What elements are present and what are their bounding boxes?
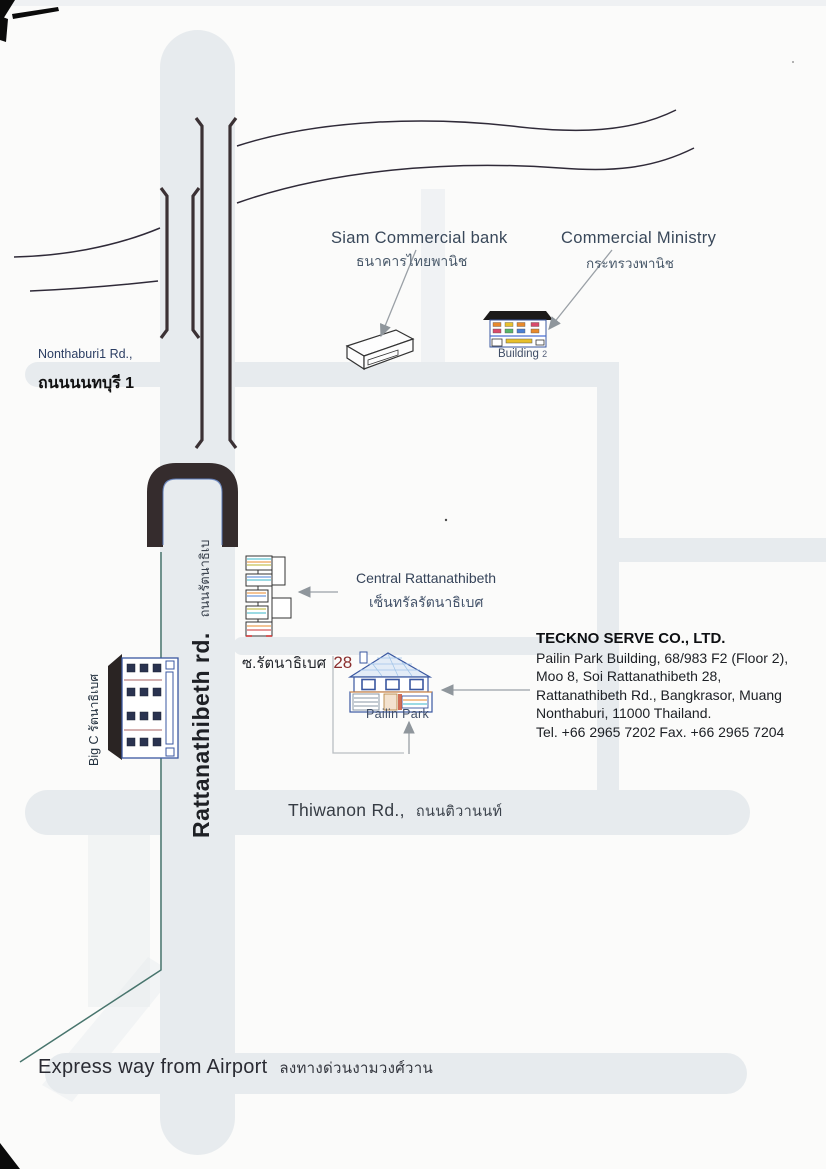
- curve-left-upper: [14, 228, 160, 257]
- building-number: 2: [542, 349, 548, 359]
- expressway-thai: ลงทางด่วนงามวงศ์วาน: [279, 1060, 434, 1077]
- ministry-building-icon: [483, 311, 553, 347]
- big-c-icon: [108, 654, 178, 760]
- central-rattanathibeth-label-thai: เซ็นทรัลรัตนาธิเบศ: [369, 594, 484, 610]
- address-line: Moo 8, Soi Rattanathibeth 28,: [536, 668, 722, 685]
- thiwanon-road-label: [288, 800, 502, 823]
- address-line: Pailin Park Building, 68/983 F2 (Floor 2),: [536, 649, 789, 666]
- road-right-vertical: [597, 366, 619, 834]
- pailin-park-label: Pailin Park: [366, 707, 430, 721]
- rattanathibeth-road-en: Rattanathibeth rd.: [188, 632, 214, 838]
- expressway-en: Express way from Airport: [38, 1056, 268, 1078]
- siam-bank-label: Siam Commercial bank: [331, 229, 508, 247]
- scan-top-streak: [0, 0, 826, 6]
- curve-right-lower: [237, 148, 694, 203]
- central-mall-icon: [246, 556, 291, 636]
- pailin-park-icon: [350, 652, 432, 712]
- company-name: TECKNO SERVE CO., LTD.: [536, 630, 726, 647]
- nonthaburi-road-label: Nonthaburi1 Rd.,: [38, 347, 133, 361]
- rattanathibeth-road-label: [188, 539, 215, 838]
- soi-28-label: [242, 651, 352, 675]
- thiwanon-road-thai: ถนนติวานนท์: [415, 804, 503, 820]
- commercial-ministry-label: Commercial Ministry: [561, 229, 717, 247]
- building-word: Building: [498, 348, 539, 360]
- thiwanon-road-en: Thiwanon Rd.,: [288, 800, 405, 820]
- address-line: Tel. +66 2965 7202 Fax. +66 2965 7204: [536, 723, 785, 740]
- address-line: Nonthaburi, 11000 Thailand.: [536, 705, 712, 722]
- address-line: Rattanathibeth Rd., Bangkrasor, Muang: [536, 686, 782, 703]
- commercial-ministry-label-thai: กระทรวงพานิช: [586, 256, 674, 271]
- rattanathibeth-road-thai: ถนนรัตนาธิเบ: [197, 539, 212, 618]
- siam-bank-label-thai: ธนาคารไทยพานิช: [356, 253, 468, 269]
- expressway-label: [38, 1056, 433, 1080]
- road-right-stub: [597, 538, 826, 562]
- company-address-block: [536, 630, 788, 742]
- nonthaburi-road-label-thai: ถนนนนทบุรี 1: [38, 375, 135, 392]
- curve-right-upper: [237, 110, 676, 146]
- curve-left-lower: [30, 281, 158, 291]
- big-c-label: Big C รัตนาธิเบศ: [87, 673, 101, 766]
- central-rattanathibeth-label: Central Rattanathibeth: [356, 570, 497, 586]
- soi-28-thai: ซ.รัตนาธิเบศ: [242, 655, 327, 672]
- soi-28-number: 28: [333, 653, 353, 672]
- building-2-label: [498, 348, 547, 360]
